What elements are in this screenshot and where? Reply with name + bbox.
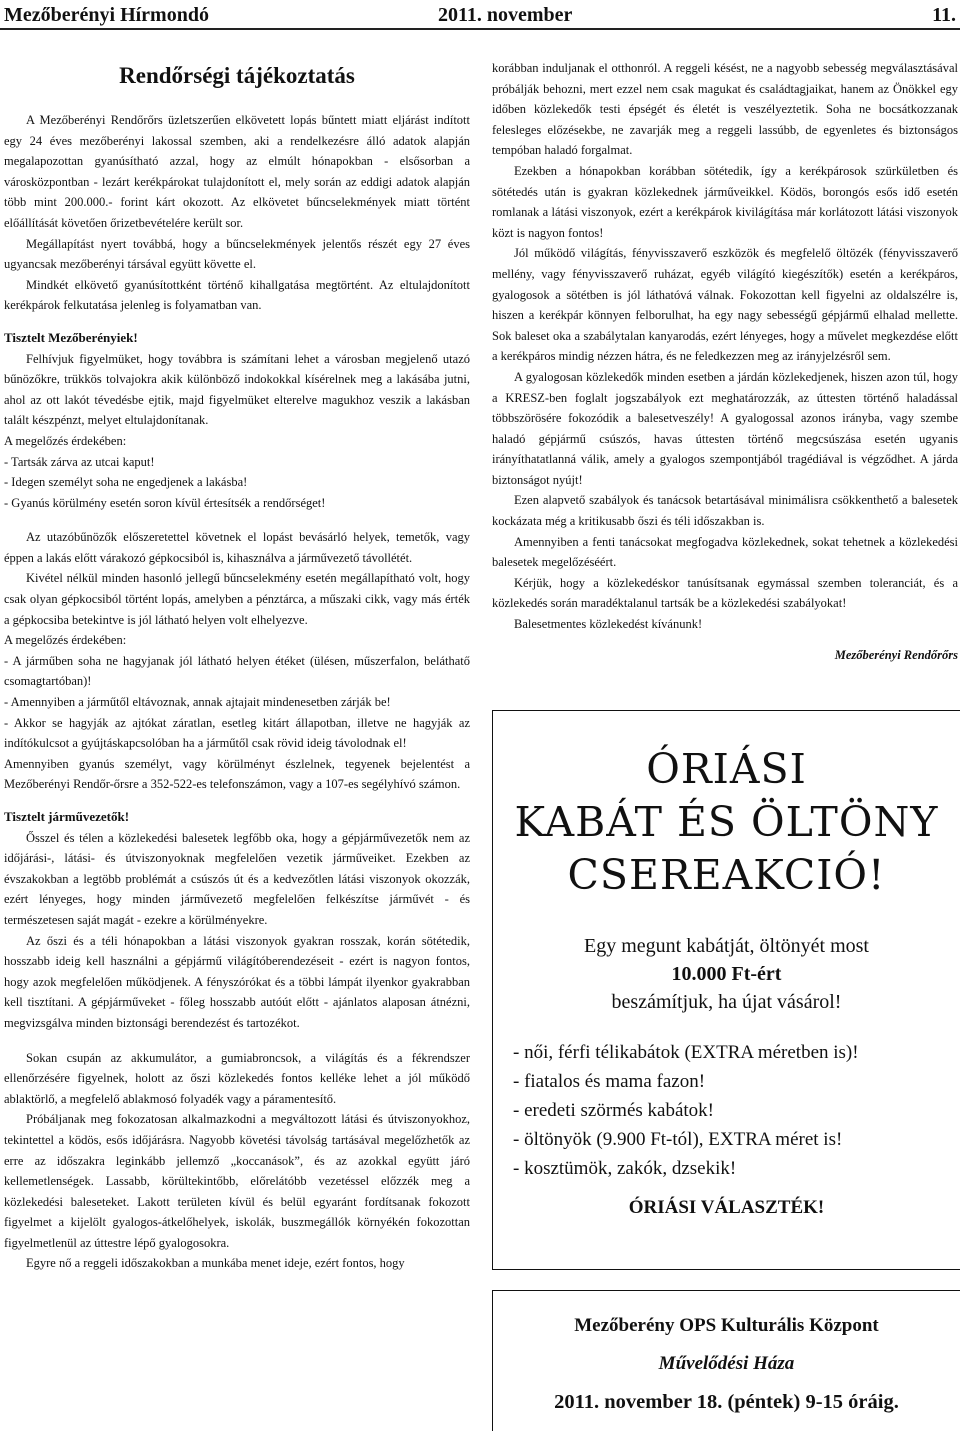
spacer <box>4 1034 470 1048</box>
ad-item: - női, férfi télikabátok (EXTRA méretben is)! <box>513 1042 859 1063</box>
paragraph: Felhívjuk figyelmüket, hogy továbbra is számítani lehet a városban megjelenő utazó bűnözőkre, trükkös tolvajokra akik különböző indokokkal kísérelnek meg a lakásába jutni, ahol az ott lakót tévedésbe ejtik, majd figyelmüket elterelve magukhoz veszik a lakásban talált készpénzt, melyet eltulajdonítanak. <box>4 351 470 428</box>
article-signature: Mezőberényi Rendőrőrs <box>834 647 958 662</box>
ad-headline-line: KABÁT ÉS ÖLTÖNY <box>514 798 939 846</box>
coat-exchange-ad <box>492 710 960 1270</box>
subheading: Tisztelt járművezetők! <box>4 809 130 824</box>
publication-title: Mezőberényi Hírmondó <box>4 4 209 26</box>
paragraph: Ezekben a hónapokban korábban sötétedik, így a kerékpárosok szürkületben és sötétedés után is gyakran közlekednek járműveikkel. Ködös, borongós esős idő esetén romlanak a látási viszonyok, ezért a kerékpárok kivilágítása már korlátozott látási viszonyok közt is nagyon fontos! <box>492 163 958 240</box>
article-title: Rendőrségi tájékoztatás <box>119 63 355 88</box>
event-box <box>492 1290 960 1431</box>
list-item: - Akkor se hagyják az ajtókat záratlan, esetleg kitárt állapotban, illetve ne hagyják az indítókulcsot a gyújtáskapcsolóban ha a járműtől csak rövid ideig távolodnak el! <box>4 715 470 751</box>
paragraph: Amennyiben a fenti tanácsokat megfogadva közlekednek, sokat tehetnek a közlekedési balesetek megelőzéséért. <box>492 534 958 570</box>
ad-offer-line: beszámítjuk, ha újat vásárol! <box>611 991 842 1013</box>
paragraph: Az utazóbűnözők előszeretettel követnek el lopást bevásárló helyek, temetők, vagy éppen a lakás előtt várakozó gépkocsiból is, kihasználva a járművezető távollétét. <box>4 530 470 565</box>
subheading: Tisztelt Mezőberényiek! <box>4 329 138 345</box>
left-column <box>4 40 470 1274</box>
list-lead: A megelőzés érdekében: <box>4 633 127 648</box>
paragraph: Ezen alapvető szabályok és tanácsok betartásával minimálisra csökkenthető a balesetek kockázata még a kritikusabb őszi és téli időszakban is. <box>492 493 958 529</box>
paragraph: A gyalogosan közlekedők minden esetben a járdán közlekedjenek, hiszen azon túl, hogy a KRESZ-ben foglalt jogszabályok ezt meghatározzák, az úttesten történő haladással többszörösére fokozódik a balesetveszély! A gyalogossal azonos irányba, vagy szembe haladó gépjármű csúszós, havas úttesten történő megcsúszása esetén ugyanis irányíthatatlanná válik, amely a gyalogos szempontjából tragédiával is végződhet. A járda biztonságot nyújt! <box>492 369 958 487</box>
paragraph: Egyre nő a reggeli időszakokban a munkába menet ideje, ezért fontos, hogy <box>26 1256 405 1271</box>
right-column <box>492 58 958 665</box>
paragraph: A Mezőberényi Rendőrőrs üzletszerűen elkövetett lopás bűntett miatt eljárást indított egy 24 éves mezőberényi lakossal szemben, aki a rendelkezésre álló adatok alapján megalapozottan gyanúsítható azzal, hogy az elmúlt hónapokban - elsősorban a városközpontban - lezárt kerékpárokat tulajdonított el, mely során az eddigi adatok alapján több mint 200.000.- forint kárt okozott. Az elkövetet bűncselekmények miatt történt előállítását követően őrizetbevételére került sor. <box>4 113 470 230</box>
event-venue: Mezőberény OPS Kulturális Központ <box>574 1315 879 1336</box>
paragraph: Balesetmentes közlekedést kívánunk! <box>514 617 703 632</box>
ad-item: - kosztümök, zakók, dzsekik! <box>513 1158 737 1179</box>
paragraph: Amennyiben gyanús személyt, vagy körülményt észlelnek, tegyenek bejelentést a Mezőberényi Rendőr-őrsre a 352-522-es telefonszámon, vagy a 107-es segélyhívó számon. <box>4 756 470 792</box>
issue-date: 2011. november <box>438 4 573 26</box>
ad-item: - eredeti szörmés kabátok! <box>513 1100 714 1121</box>
paragraph: Megállapítást nyert továbbá, hogy a bűncselekmények jelentős részét egy 27 éves ugyancsak mezőberényi társával együtt követte el. <box>4 236 470 272</box>
list-item: - A járműben soha ne hagyjanak jól látható helyen étéket (ülésen, műszerfalon, beláthatő csomagtartóban)! <box>4 653 470 689</box>
paragraph: Kivétel nélkül minden hasonló jellegű bűncselekmény esetén megállapítható volt, hogy csak olyan gépkocsiból történt lopás, amelyben a pénztárca, a műszaki cikk, vagy más érték a gépkocsiba betekintve is jól látható helyen volt elhelyezve. <box>4 571 470 627</box>
paragraph: Kérjük, hogy a közlekedéskor tanúsítsanak egymással szemben toleranciát, és a közlekedés során maradéktalanul tartsák be a közlekedési szabályokat! <box>492 575 958 611</box>
paragraph: Jól működő világítás, fényvisszaverő eszközök és megfelelő öltözék (fényvisszaverő mellény, vagy fényvisszaverő ruházat, egyéb világító kiegészítők) esetén a kerékpáros, gyalogosok a sötétben is jól láthatóvá válnak. Fokozottan kell figyelni az oldalszélre is, hiszen a kerékpár könnyen felborulhat, ha egy nagy sebességű gépjármű elhalad mellette. Sok baleset oka a szabálytalan kanyarodás, ezért lényeges, hogy a művelet megkezdése előtt a kerékpáros mindig nézzen hátra, és ne feledkezzen meg az irányjelzésről sem. <box>492 246 958 364</box>
ad-offer <box>493 932 960 1016</box>
ad-item: - öltönyök (9.900 Ft-tól), EXTRA méret is! <box>513 1129 843 1150</box>
spacer <box>4 513 470 527</box>
list-item: - Tartsák zárva az utcai kaput! <box>4 454 155 469</box>
list-item: - Amennyiben a járműtől eltávoznak, annak ajtajait mindenesetben zárják be! <box>4 695 391 710</box>
event-when: 2011. november 18. (péntek) 9-15 óráig. <box>554 1391 899 1413</box>
page-number: 11. <box>932 4 956 26</box>
event-house: Művelődési Háza <box>658 1353 795 1374</box>
paragraph: Mindkét elkövető gyanúsítottként történő kihallgatása megtörtént. Az eltulajdonított kerékpárok felkutatása jelenleg is folyamatban van. <box>4 277 470 313</box>
paragraph: Próbáljanak meg fokozatosan alkalmazkodni a megváltozott látási és útviszonyokhoz, tekintettel a ködös, esős időjárásra. Nagyobb követési távolság tartásával megelőzhetők az erre az időszakra leginkább jellemző „koccanások”, és az azokkal együtt járó kellemetlenségek. Lassabb, körültekintőbb, előrelátóbb vezetéssel előzzék meg a közlekedési baleseteket. Lakott területen kívül és belül egyaránt fordítsanak fokozott figyelmet a kijelölt gyalogos-átkelőhelyek, iskolák, buszmegállók környékén fokozottan figyelmetlenül az úttestre lépő gyalogosokra. <box>4 1112 470 1250</box>
paragraph: Ősszel és télen a közlekedési balesetek legfőbb oka, hogy a gépjárművezetők nem az időjárási-, látási- és útviszonyoknak megfelelően vezetik járműveiket. Ezekben az évszakokban a legtöbb problémát a csúszós út és a kedvezőtlen látási viszonyok okozzák, ezért lényeges, hogy minden járművezető megfelelően felkészítse járművét - és természetesen saját magát - ezekre a körülményekre. <box>4 830 470 927</box>
page-header <box>0 0 960 30</box>
ad-headline <box>493 743 960 902</box>
ad-headline-line: ÓRIÁSI <box>646 745 807 793</box>
list-item: - Gyanús körülmény esetén soron kívül értesítsék a rendőrséget! <box>4 495 326 510</box>
ad-offer-price: 10.000 Ft-ért <box>671 963 782 985</box>
paragraph: korábban induljanak el otthonról. A reggeli késést, ne a nagyobb sebesség megválasztásával próbálják behozni, mert ezzel nem csak magukat és családtagjaikat, hanem az Önökkel egy időben közlekedők testi épségét és életét is veszélyeztetik. Soha ne bocsátkozzanak felesleges előzésekbe, ne zavarják meg a reggeli lassúbb, de egyenletes és biztonságos tempóban haladó forgalmat. <box>492 61 958 158</box>
ad-headline-line: CSEREAKCIÓ! <box>567 851 886 899</box>
ad-item-list <box>513 1038 960 1183</box>
ad-offer-line: Egy megunt kabátját, öltönyét most <box>584 935 869 957</box>
ad-footer: ÓRIÁSI VÁLASZTÉK! <box>628 1197 825 1218</box>
paragraph: Sokan csupán az akkumulátor, a gumiabroncsok, a világítás és a fékrendszer ellenőrzésére figyelnek, holott az őszi közlekedés fontos kelléke lehet a jól működő ablaktörlő, a megfelelő ablakmosó folyadék vagy a páramentesítő. <box>4 1050 470 1106</box>
list-item: - Idegen személyt soha ne engedjenek a lakásba! <box>4 475 248 490</box>
ad-item: - fiatalos és mama fazon! <box>513 1071 706 1092</box>
list-lead: A megelőzés érdekében: <box>4 433 127 448</box>
paragraph: Az őszi és a téli hónapokban a látási viszonyok gyakran rosszak, korán sötétedik, hosszabb ideig kell használni a gépjármű világítóberendezéseit - ezért is nagyon fontos, hogy azok megfelelően működjenek. A fényszórókat és a többi lámpát ilyenkor gyakrabban kell tisztítani. A gépjárműveket - főleg hosszabb autóút előtt - ajánlatos alaposan átnézni, megvizsgálva minden biztonsági berendezést és tartozékot. <box>4 933 470 1030</box>
